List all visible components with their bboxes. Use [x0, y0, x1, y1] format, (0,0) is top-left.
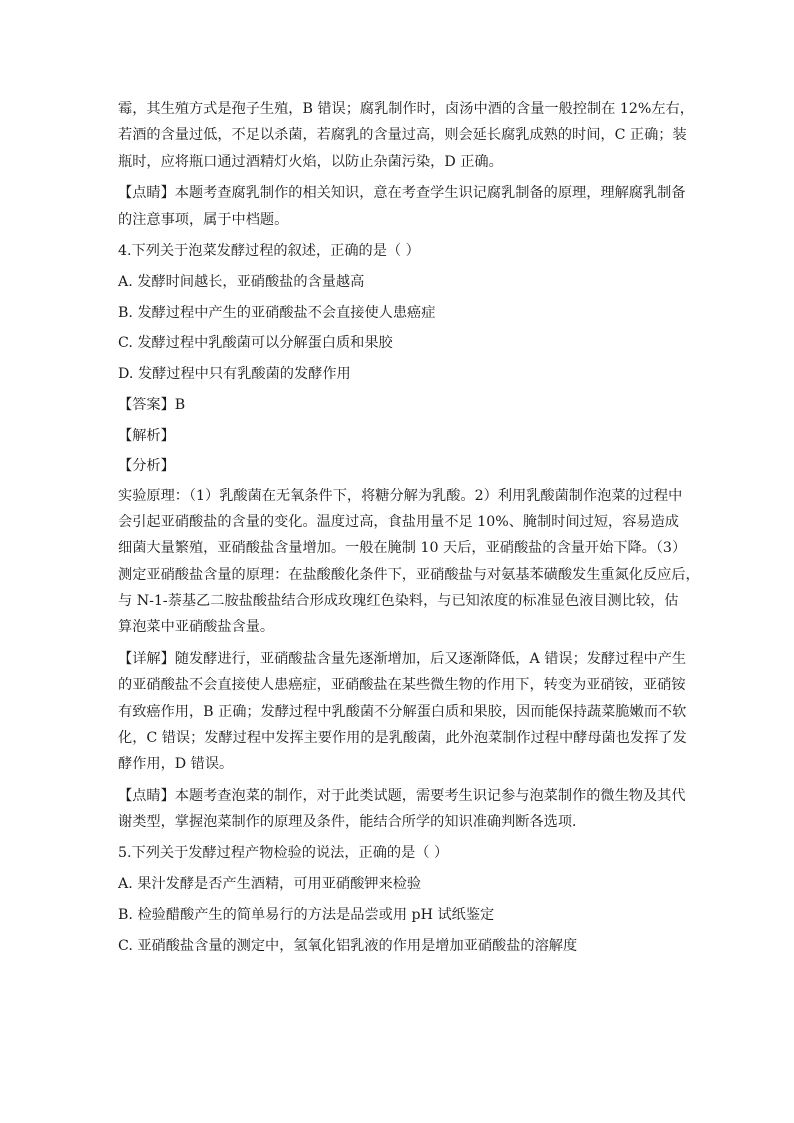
paragraph-line: 会引起亚硝酸盐的含量的变化。温度过高，食盐用量不足 10%、腌制时间过短，容易造成	[118, 514, 679, 530]
section-heading: 【解析】	[118, 428, 175, 444]
paragraph-line: 霉，其生殖方式是孢子生殖，B 错误；腐乳制作时，卤汤中酒的含量一般控制在 12%左右，	[118, 101, 694, 117]
comment-line: 【点睛】本题考查泡菜的制作，对于此类试题，需要考生识记参与泡菜制作的微生物及其代	[118, 788, 686, 804]
detail-line: 有致癌作用，B 正确；发酵过程中乳酸菌不分解蛋白质和果胶，因而能保持蔬菜脆嫩而不软	[118, 704, 687, 720]
option-a: A. 发酵时间越长，亚硝酸盐的含量越高	[118, 274, 365, 290]
section-heading: 【分析】	[118, 458, 175, 474]
option-c: C. 发酵过程中乳酸菌可以分解蛋白质和果胶	[118, 335, 393, 351]
option-d: D. 发酵过程中只有乳酸菌的发酵作用	[118, 366, 351, 382]
option-b: B. 发酵过程中产生的亚硝酸盐不会直接使人患癌症	[118, 305, 436, 321]
detail-line: 酵作用，D 错误。	[118, 756, 234, 772]
paragraph-line: 瓶时，应将瓶口通过酒精灯火焰，以防止杂菌污染，D 正确。	[118, 154, 503, 170]
paragraph-line: 实验原理：（1）乳酸菌在无氧条件下，将糖分解为乳酸。2）利用乳酸菌制作泡菜的过程中	[118, 488, 683, 504]
question-stem: 4.下列关于泡菜发酵过程的叙述，正确的是（ ）	[118, 243, 420, 259]
option-a: A. 果汁发酵是否产生酒精，可用亚硝酸钾来检验	[118, 876, 422, 892]
answer-line: 【答案】B	[118, 397, 186, 413]
option-c: C. 亚硝酸盐含量的测定中，氢氧化铝乳液的作用是增加亚硝酸盐的溶解度	[118, 938, 578, 954]
paragraph-line: 测定亚硝酸盐含量的原理：在盐酸酸化条件下，亚硝酸盐与对氨基苯磺酸发生重氮化反应后，	[118, 567, 700, 583]
comment-line: 的注意事项，属于中档题。	[118, 212, 289, 228]
detail-line: 的亚硝酸盐不会直接使人患癌症，亚硝酸盐在某些微生物的作用下，转变为亚硝铵，亚硝铵	[118, 677, 686, 693]
detail-line: 化，C 错误；发酵过程中发挥主要作用的是乳酸菌，此外泡菜制作过程中酵母菌也发挥了发	[118, 730, 687, 746]
paragraph-line: 算泡菜中亚硝酸盐含量。	[118, 619, 275, 635]
comment-line: 谢类型，掌握泡菜制作的原理及条件，能结合所学的知识准确判断各选项．	[118, 814, 587, 830]
paragraph-line: 若酒的含量过低，不足以杀菌，若腐乳的含量过高，则会延长腐乳成熟的时间，C 正确；装	[118, 127, 687, 143]
paragraph-line: 与 N-1-萘基乙二胺盐酸盐结合形成玫瑰红色染料，与已知浓度的标准显色液目测比较，估	[118, 593, 679, 609]
comment-line: 【点睛】本题考查腐乳制作的相关知识，意在考查学生识记腐乳制备的原理，理解腐乳制备	[118, 185, 686, 201]
paragraph-line: 细菌大量繁殖，亚硝酸盐含量增加。一般在腌制 10 天后，亚硝酸盐的含量开始下降。（3）	[118, 540, 687, 556]
question-stem: 5.下列关于发酵过程产物检验的说法，正确的是（ ）	[118, 845, 449, 861]
option-b: B. 检验醋酸产生的简单易行的方法是品尝或用 pH 试纸鉴定	[118, 907, 495, 923]
detail-line: 【详解】随发酵进行，亚硝酸盐含量先逐渐增加，后又逐渐降低，A 错误；发酵过程中产生	[118, 651, 687, 667]
